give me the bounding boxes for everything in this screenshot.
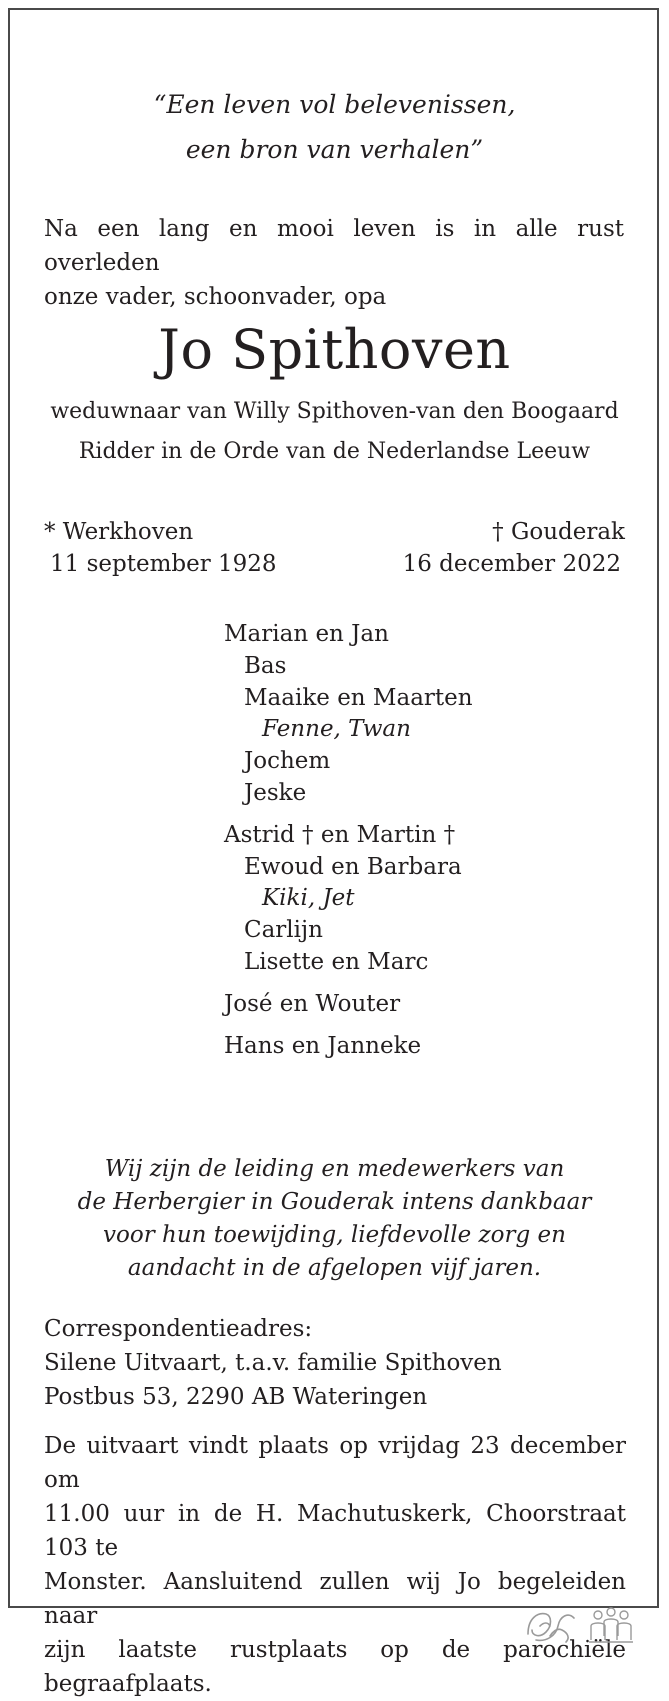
family-member: Carlijn xyxy=(244,917,323,943)
family-member: Lisette en Marc xyxy=(244,949,429,975)
funeral-info xyxy=(44,1429,626,1701)
death-date: 16 december 2022 xyxy=(402,551,621,577)
thanks-line: de Herbergier in Gouderak intens dankbaar xyxy=(77,1189,592,1215)
publisher-logo-icon xyxy=(522,1606,580,1646)
family-people-icon xyxy=(586,1606,636,1646)
address-line: Correspondentieadres: xyxy=(44,1316,313,1342)
family-member: Marian en Jan xyxy=(224,621,389,647)
address-line: Postbus 53, 2290 AB Wateringen xyxy=(44,1384,428,1410)
funeral-line: 11.00 uur in de H. Machutuskerk, Choorstraat 103 te xyxy=(44,1501,626,1561)
funeral-line: De uitvaart vindt plaats op vrijdag 23 december om xyxy=(44,1433,626,1493)
thanks-line: voor hun toewijding, liefdevolle zorg en xyxy=(103,1222,566,1248)
intro-line: onze vader, schoonvader, opa xyxy=(44,284,387,310)
death-place: † Gouderak xyxy=(492,519,625,545)
thanks-line: Wij zijn de leiding en medewerkers van xyxy=(104,1156,565,1182)
motto-line: “Een leven vol belevenissen, xyxy=(153,90,516,119)
family-member: Ewoud en Barbara xyxy=(244,854,462,880)
motto xyxy=(0,82,669,172)
family-member: Fenne, Twan xyxy=(262,716,411,742)
family-member: Astrid † en Martin † xyxy=(224,822,456,848)
family-member: Kiki, Jet xyxy=(262,885,355,911)
funeral-line: zijn laatste rustplaats op de parochiële begraafplaats. xyxy=(44,1637,626,1697)
motto-line: een bron van verhalen” xyxy=(185,135,484,164)
thanks-text xyxy=(0,1153,669,1285)
intro-line: Na een lang en mooi leven is in alle rust overleden xyxy=(44,216,624,276)
family-member: Maaike en Maarten xyxy=(244,685,473,711)
family-member: José en Wouter xyxy=(224,991,401,1017)
thanks-line: aandacht in de afgelopen vijf jaren. xyxy=(127,1255,542,1281)
family-member: Hans en Janneke xyxy=(224,1033,422,1059)
correspondence-address xyxy=(44,1312,502,1414)
intro-text xyxy=(44,212,624,314)
family-member: Jeske xyxy=(244,780,307,806)
address-line: Silene Uitvaart, t.a.v. familie Spithoven xyxy=(44,1350,502,1376)
family-member: Bas xyxy=(244,653,287,679)
deceased-name: Jo Spithoven xyxy=(158,318,511,381)
subtitle-line: weduwnaar van Willy Spithoven-van den Boogaard xyxy=(50,399,619,424)
birth-place: * Werkhoven xyxy=(44,519,194,545)
family-member: Jochem xyxy=(244,748,331,774)
subtitle xyxy=(0,392,669,472)
birth-date: 11 september 1928 xyxy=(50,551,277,577)
funeral-line: Monster. Aansluitend zullen wij Jo begeleiden naar xyxy=(44,1569,626,1629)
subtitle-line: Ridder in de Orde van de Nederlandse Leeuw xyxy=(78,439,591,464)
